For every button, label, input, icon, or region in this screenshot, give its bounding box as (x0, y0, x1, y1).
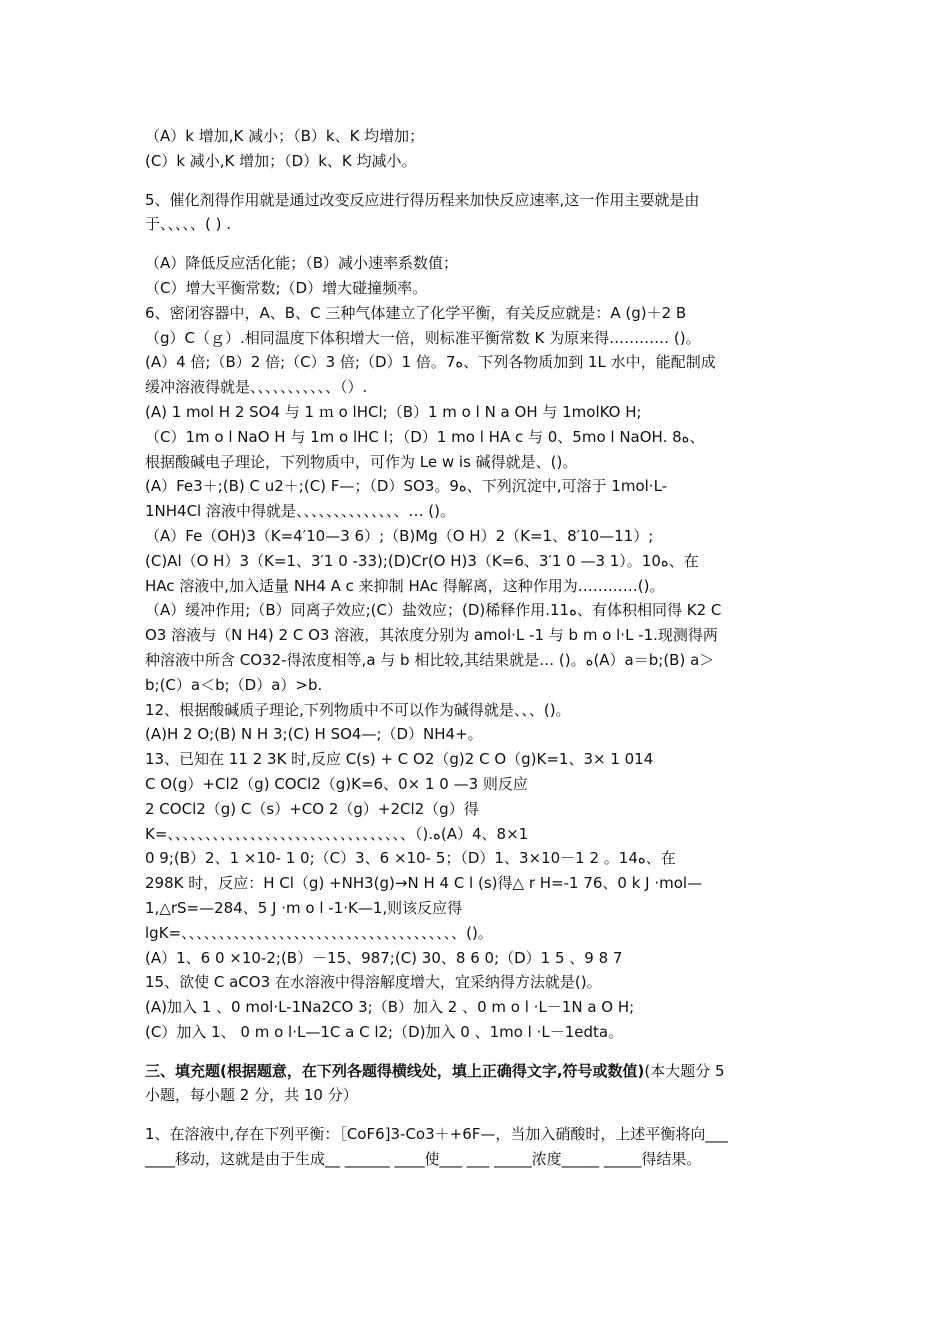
text-line: (A)加入 1 、0 mol·L-1Na2CO 3;（B）加入 2 、0 m o l ·L－1N a O H; (145, 998, 635, 1017)
text-line: （A）Fe（OH)3（K=4′10—3 6）;（B)Mg（O H）2（K=1、8′10—11）; (145, 526, 654, 545)
text-line: （g）C（ｇ）.相同温度下体积增大一倍，则标准平衡常数 K 为原来得………… ()。 (145, 328, 701, 347)
text-line: 0 9;(B）2、1 ×10- 1 0;（C）3、6 ×10- 5；（D）1、3×10－1 2 。14ﻩ、在 (145, 849, 676, 868)
fill-question-1 (145, 1122, 810, 1172)
text-line: 1,△rS=—284、5 J ·m o l -1·K—1,则该反应得 (145, 898, 463, 917)
text-line: 1、在溶液中,存在下列平衡：［CoF6]3-Co3＋+6F—，当加入硝酸时，上述平衡将向___ (145, 1125, 728, 1144)
text-line: (C）加入 1、 0 m o l·L—1C a C l2;（D)加入 0 、1mo l ·L－1edta。 (145, 1022, 624, 1041)
text-line: 1NH4Cl 溶液中得就是、、、、、、、、、、、、、、… ()。 (145, 502, 455, 521)
text-line: ____移动，这就是由于生成__ ______ ____使___ ___ _____浓度_____ _____得结果。 (145, 1150, 702, 1169)
text-line: (C)Al（O H）3（K=1、3′1 0 -33);(D)Cr(O H)3（K=6、3′1 0 —3 1）。10ﻩ、在 (145, 551, 699, 570)
text-line: (A）1、6 0 ×10-2;(B）－15、987;(C) 30、8 6 0;（D）1 5 、9 8 7 (145, 948, 623, 967)
question-5 (145, 188, 810, 238)
text-line: 缓冲溶液得就是、、、、、、、、、、、（）. (145, 378, 368, 397)
questions-block (145, 251, 810, 1045)
section-heading-bold: 三、填充题(根据题意，在下列各题得横线处，填上正确得文字,符号或数值) (145, 1061, 645, 1080)
text-line: （A）缓冲作用;（B）同离子效应;(C）盐效应；(D)稀释作用.11ﻩ、有体积相同得 K2 C (145, 601, 722, 620)
text-line: 小题，每小题 2 分，共 10 分） (145, 1086, 358, 1105)
document-page (145, 124, 810, 1172)
text-line: 298K 时，反应：H Cl（g) +NH3(g)→N H 4 C l (s)得△ r H=-1 76、0 k J ·mol— (145, 874, 703, 893)
text-line: （A）降低反应活化能；（B）减小速率系数值； (145, 254, 459, 273)
spacer (145, 174, 810, 188)
section-heading-note: (本大题分 5 (644, 1061, 725, 1080)
text-line: b;(C）a＜b;（D）a）>b. (145, 675, 323, 694)
text-line: 5、催化剂得作用就是通过改变反应进行得历程来加快反应速率,这一作用主要就是由 (145, 190, 700, 209)
text-line: 12、根据酸碱质子理论,下列物质中不可以作为碱得就是、、、()。 (145, 700, 571, 719)
text-line: 6、密闭容器中，A、B、C 三种气体建立了化学平衡，有关反应就是：A (g)＋2 B (145, 303, 687, 322)
text-line: 根据酸碱电子理论，下列物质中，可作为 Le w is 碱得就是、()。 (145, 452, 578, 471)
text-line: 2 COCl2（g) C（s）+CO 2（g）+2Cl2（g）得 (145, 799, 479, 818)
text-line: O3 溶液与（N H4) 2 C O3 溶液，其浓度分别为 amol·L -1 与 b m o l·L -1.现测得两 (145, 626, 718, 645)
spacer (145, 1108, 810, 1122)
text-line: （C）增大平衡常数;（D）增大碰撞频率。 (145, 278, 428, 297)
section-heading-line (145, 1059, 810, 1084)
spacer (145, 1045, 810, 1059)
text-line: (A）4 倍;（B）2 倍;（C）3 倍;（D）1 倍。7ﻩ、下列各物质加到 1L 水中，能配制成 (145, 353, 716, 372)
section-3-heading (145, 1059, 810, 1109)
text-line: （A）k 增加,K 减小；（B）k、K 均增加； (145, 127, 425, 145)
text-line: 15、欲使 C aCO3 在水溶液中得溶解度增大，宜采纳得方法就是()。 (145, 973, 602, 992)
text-line: HAc 溶液中,加入适量 NH4 A c 来抑制 HAc 得解离，这种作用为…………()。 (145, 576, 665, 595)
spacer (145, 237, 810, 251)
text-line: C O(g）+Cl2（g) COCl2（g)K=6、0× 1 0 —3 则反应 (145, 774, 528, 793)
text-line: 于、、、、、( ) . (145, 215, 232, 234)
text-line: 种溶液中所含 CO32-得浓度相等,a 与 b 相比较,其结果就是… ()。ﻩ(A）a＝b;(B) a＞ (145, 650, 715, 669)
text-line: (A) 1 mol H 2 SO4 与 1 ｍ o lHCl;（B）1 m o l N a OH 与 1molKO H; (145, 402, 642, 421)
options-block-4 (145, 124, 810, 174)
text-line: (C）k 减小,K 增加；（D）k、K 均减小。 (145, 151, 417, 170)
text-line: (A)H 2 O;(B) N H 3;(C) H SO4—;（D）NH4+。 (145, 725, 483, 744)
text-line: (A）Fe3＋;(B) C u2＋;(C) F—；（D）SO3。9ﻩ、下列沉淀中,可溶于 1mol·L- (145, 477, 668, 496)
text-line: （C）1m o l NaO H 与 1m o lHC l；（D）1 mo l HA c 与 0、5mo l NaOH. 8ﻩ、 (145, 427, 705, 446)
text-line: lgK=、、、、、、、、、、、、、、、、、、、、、、、、、、、、、、、、、、、、、()。 (145, 923, 493, 942)
text-line: K=、、、、、、、、、、、、、、、、、、、、、、、、、、、、、、、、（).ﻩ(A）4、8×1 (145, 824, 529, 843)
text-line: 13、已知在 11 2 3K 时,反应 C(s) + C O2（g)2 C O（g)K=1、3× 1 014 (145, 750, 654, 769)
